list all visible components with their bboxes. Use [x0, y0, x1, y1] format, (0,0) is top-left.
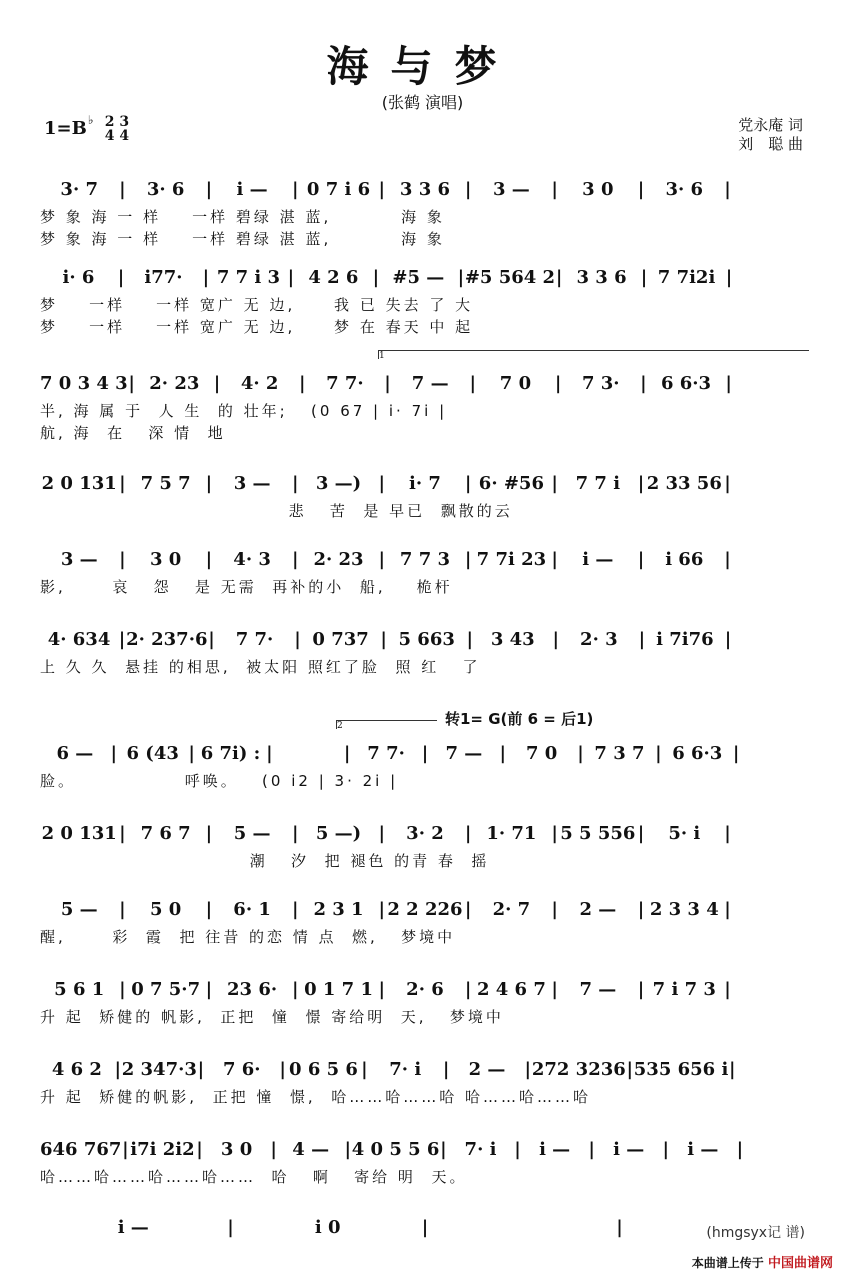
barline: |: [729, 1058, 736, 1080]
footer-text: 本曲谱上传于: [691, 1256, 764, 1270]
barline: |: [292, 898, 299, 920]
barline: |: [626, 1058, 634, 1080]
measure: i· 6: [62, 266, 95, 288]
measure: 7 6·: [222, 1058, 261, 1080]
barline: |: [551, 978, 558, 1000]
measure: 2 4 6 7: [476, 978, 546, 1000]
lyricist: 党永庵 词: [738, 116, 803, 134]
measure: 3 —: [493, 178, 530, 200]
notation-row: [40, 626, 810, 652]
key-signature: [44, 115, 129, 143]
barline: |: [196, 1138, 203, 1160]
measure: 2 —: [468, 1058, 506, 1080]
barline: |: [202, 266, 210, 288]
barline: |: [292, 472, 299, 494]
barline: |: [270, 1138, 277, 1160]
measure: 3 3 6: [576, 266, 627, 288]
barline: |: [469, 372, 477, 394]
measure: 0 1 7 1: [304, 978, 373, 1000]
singer-credit: (张鹤 演唱): [381, 93, 464, 112]
measure: 4 6 2: [51, 1058, 102, 1080]
measure: 3· 7: [60, 178, 99, 200]
barline: |: [119, 898, 126, 920]
barline: |: [724, 898, 731, 920]
barline: |: [122, 1138, 129, 1160]
measure: 3 43: [490, 628, 535, 650]
notation-row: [40, 546, 810, 572]
measure: 4 2 6: [308, 266, 359, 288]
barline: |: [637, 822, 645, 844]
barline: |: [119, 178, 126, 200]
measure: 7 —: [411, 372, 449, 394]
volta-2: 2: [336, 720, 437, 729]
barline: |: [421, 1216, 429, 1238]
measure: 4 0 5 5 6: [351, 1138, 440, 1160]
time-signature: [105, 115, 129, 143]
measure: 0 6 5 6: [289, 1058, 358, 1080]
measure: 3· 2: [406, 822, 444, 844]
measure: i 7i76: [656, 628, 714, 650]
measure: 5 663: [398, 628, 455, 650]
barline: |: [384, 372, 391, 394]
measure: 4 —: [292, 1138, 330, 1160]
barline: |: [466, 628, 474, 650]
barline: |: [119, 472, 126, 494]
measure: 2 347·3: [121, 1058, 197, 1080]
measure: i 66: [665, 548, 704, 570]
lyric-row-1: 半, 海 属 于 人 生 的 壮年; (0 67 | i· 7i |: [40, 402, 448, 420]
barline: |: [227, 1216, 234, 1238]
barline: |: [724, 628, 732, 650]
lyric-row-1: 升 起 矫健的 帆影, 正把 憧 憬 寄给明 天, 梦境中: [40, 1008, 504, 1026]
barline: |: [440, 1138, 447, 1160]
measure: 4· 634: [47, 628, 111, 650]
barline: |: [205, 472, 213, 494]
measure: 2 0 131: [41, 822, 117, 844]
measure: 2· 23: [313, 548, 364, 570]
barline: |: [292, 822, 299, 844]
notation-row: [40, 1056, 810, 1082]
barline: |: [378, 472, 386, 494]
barline: |: [616, 1216, 623, 1238]
barline: |: [640, 372, 647, 394]
barline: |: [197, 1058, 205, 1080]
barline: |: [188, 742, 195, 764]
barline: |: [380, 628, 387, 650]
lyric-row-1: 升 起 矫健的帆影, 正把 憧 憬, 哈……哈……哈 哈……哈……哈: [40, 1088, 591, 1106]
measure: i —: [582, 548, 614, 570]
barline: |: [464, 472, 472, 494]
flat-sign: ♭: [87, 113, 94, 127]
lyric-row-1: 梦 一样 一样 宽广 无 边, 我 已 失去 了 大: [40, 296, 474, 314]
measure: 3· 6: [665, 178, 704, 200]
barline: |: [119, 978, 126, 1000]
lyric-row-1: 影, 哀 怨 是 无需 再补的小 船, 桅杆: [40, 578, 453, 596]
barline: |: [724, 978, 731, 1000]
measure: i77·: [144, 266, 183, 288]
lyric-row-1: 上 久 久 悬挂 的相思, 被太阳 照红了脸 照 红 了: [40, 658, 481, 676]
measure: 5 5 556: [560, 822, 636, 844]
barline: |: [205, 548, 213, 570]
credits: [738, 116, 803, 154]
notation-row: [40, 1214, 810, 1240]
barline: |: [361, 1058, 368, 1080]
modulation-marking: 转1= G(前 6 = 后1): [445, 710, 594, 728]
barline: |: [292, 178, 299, 200]
site-brand: 中国曲谱网: [767, 1256, 833, 1271]
measure: 7 0: [499, 372, 532, 394]
measure: i —: [613, 1138, 645, 1160]
measure: 2· 23: [149, 372, 200, 394]
barline: |: [637, 472, 645, 494]
barline: |: [551, 472, 558, 494]
measure: 7 6 7: [140, 822, 191, 844]
barline: |: [662, 1138, 670, 1160]
measure: 535 656 i: [633, 1058, 729, 1080]
page-title: 海与梦: [326, 42, 519, 91]
measure: i —: [236, 178, 268, 200]
lyric-row-1: 梦 象 海 一 样 一样 碧绿 湛 蓝, 海 象: [40, 208, 445, 226]
measure: 7 i 7 3: [652, 978, 716, 1000]
barline: |: [637, 178, 645, 200]
measure: 2 3 3 4: [649, 898, 719, 920]
measure: 6 6·3: [672, 742, 723, 764]
measure: 7 5 7: [140, 472, 191, 494]
barline: |: [637, 978, 645, 1000]
barline: |: [378, 548, 386, 570]
site-footer: [692, 1252, 833, 1271]
notation-row: [40, 176, 810, 202]
barline: |: [736, 1138, 744, 1160]
measure: 272 3236: [531, 1058, 626, 1080]
barline: |: [555, 266, 563, 288]
barline: |: [637, 898, 645, 920]
measure: 6· #56: [478, 472, 544, 494]
measure: i 0: [314, 1216, 341, 1238]
barline: |: [637, 548, 645, 570]
barline: |: [724, 548, 731, 570]
measure: 7 7i 23: [476, 548, 547, 570]
time-bottom: 4 4: [104, 128, 130, 144]
barline: |: [266, 742, 273, 764]
barline: |: [514, 1138, 521, 1160]
notation-row: [40, 264, 810, 290]
lyric-row-1: 哈……哈……哈……哈…… 哈 啊 寄给 明 天。: [40, 1168, 468, 1186]
barline: |: [421, 742, 429, 764]
measure: 3 0: [582, 178, 614, 200]
barline: |: [294, 628, 301, 650]
lyric-row-1: 悲 苦 是 早已 飘散的云: [40, 502, 513, 520]
barline: |: [655, 742, 662, 764]
measure: 3 —: [60, 548, 98, 570]
barline: |: [640, 266, 648, 288]
measure: 7 0 3 4 3: [40, 372, 128, 394]
barline: |: [732, 742, 740, 764]
barline: |: [344, 1138, 352, 1160]
measure: 7 7 3: [399, 548, 451, 570]
barline: |: [442, 1058, 450, 1080]
barline: |: [205, 178, 213, 200]
barline: |: [464, 548, 472, 570]
barline: |: [292, 548, 299, 570]
measure: 7· i: [389, 1058, 422, 1080]
measure: 2· 237·6: [126, 628, 208, 650]
barline: |: [724, 472, 731, 494]
barline: |: [205, 978, 213, 1000]
measure: 5 —: [233, 822, 271, 844]
measure: 7· i: [464, 1138, 497, 1160]
barline: |: [119, 822, 126, 844]
barline: |: [117, 266, 125, 288]
composer: 刘 聪 曲: [738, 135, 803, 153]
measure: #5 —: [392, 266, 445, 288]
barline: |: [292, 978, 299, 1000]
measure: 2 33 56: [646, 472, 722, 494]
barline: |: [128, 372, 135, 394]
measure: 7 3·: [581, 372, 620, 394]
barline: |: [298, 372, 306, 394]
barline: |: [119, 548, 126, 570]
measure: 0 7 5·7: [131, 978, 201, 1000]
measure: 2 —: [579, 898, 617, 920]
measure: 5 6 1: [54, 978, 105, 1000]
barline: |: [638, 628, 646, 650]
measure: i7i 2i2: [130, 1138, 195, 1160]
measure: 5 0: [149, 898, 182, 920]
barline: |: [378, 978, 386, 1000]
measure: 2 3 1: [313, 898, 364, 920]
barline: |: [551, 822, 558, 844]
measure: 7 —: [579, 978, 617, 1000]
measure: i —: [687, 1138, 719, 1160]
measure: 2· 6: [406, 978, 444, 1000]
barline: |: [208, 628, 215, 650]
barline: |: [205, 898, 213, 920]
lyric-row-1: 潮 汐 把 褪色 的青 春 摇: [40, 852, 490, 870]
barline: |: [725, 372, 732, 394]
measure: 3 —: [233, 472, 271, 494]
measure: 6 6·3: [660, 372, 712, 394]
measure: 3 —): [315, 472, 362, 494]
measure: 6· 1: [233, 898, 271, 920]
measure: 7 7i2i: [657, 266, 716, 288]
notation-row: [40, 820, 810, 846]
measure: 7 7·: [367, 742, 405, 764]
barline: |: [114, 1058, 122, 1080]
measure: 7 7·: [326, 372, 364, 394]
transcriber-credit: (hmgsyx记 谱): [706, 1225, 805, 1241]
measure: 7 7 i 3: [216, 266, 281, 288]
barline: |: [524, 1058, 532, 1080]
notation-row: [40, 740, 810, 766]
measure: 3 0: [149, 548, 182, 570]
measure: #5 564 2: [464, 266, 556, 288]
lyric-row-2: 梦 象 海 一 样 一样 碧绿 湛 蓝, 海 象: [40, 230, 445, 248]
barline: |: [378, 178, 386, 200]
measure: i —: [117, 1216, 149, 1238]
measure: 2 0 131: [41, 472, 117, 494]
barline: |: [213, 372, 221, 394]
measure: 7 3 7: [594, 742, 645, 764]
barline: |: [551, 548, 558, 570]
lyric-row-2: 梦 一样 一样 宽广 无 边, 梦 在 春天 中 起: [40, 318, 474, 336]
measure: 6 —: [56, 742, 94, 764]
barline: |: [457, 266, 465, 288]
key-label: 1=B: [44, 118, 87, 139]
barline: |: [464, 822, 472, 844]
measure: i —: [539, 1138, 571, 1160]
barline: |: [577, 742, 584, 764]
barline: |: [343, 742, 351, 764]
measure: 1· 71: [486, 822, 537, 844]
measure: 3· 6: [146, 178, 185, 200]
barline: |: [118, 628, 126, 650]
measure: 7 0: [526, 742, 558, 764]
notation-row: [40, 470, 810, 496]
notation-row: [40, 370, 810, 396]
measure: 3 3 6: [399, 178, 451, 200]
measure: 5 —: [60, 898, 98, 920]
measure: 0 7 i 6: [306, 178, 371, 200]
time-top: 2 3: [104, 114, 130, 130]
measure: 7 7 i: [575, 472, 621, 494]
measure: 6 (43: [126, 742, 179, 764]
measure: 5 —): [315, 822, 362, 844]
lyric-row-2: 航, 海 在 深 情 地: [40, 424, 226, 442]
barline: |: [372, 266, 380, 288]
barline: |: [287, 266, 295, 288]
measure: 5· i: [668, 822, 701, 844]
barline: |: [464, 978, 472, 1000]
barline: |: [464, 178, 472, 200]
barline: |: [205, 822, 213, 844]
measure: i· 7: [409, 472, 441, 494]
barline: |: [378, 898, 386, 920]
measure: 0 737: [312, 628, 369, 650]
barline: |: [588, 1138, 595, 1160]
barline: |: [378, 822, 386, 844]
measure: 4· 2: [240, 372, 279, 394]
barline: |: [110, 742, 118, 764]
barline: |: [551, 898, 558, 920]
barline: |: [551, 178, 558, 200]
notation-row: [40, 896, 810, 922]
measure: 2 2 226: [387, 898, 463, 920]
measure: 23 6·: [227, 978, 278, 1000]
barline: |: [464, 898, 472, 920]
measure: 646 767: [40, 1138, 122, 1160]
barline: |: [279, 1058, 286, 1080]
barline: |: [724, 178, 731, 200]
measure: 7 7·: [235, 628, 274, 650]
measure: 2· 3: [580, 628, 618, 650]
barline: |: [724, 822, 731, 844]
barline: |: [552, 628, 560, 650]
measure: 3 0: [220, 1138, 253, 1160]
volta-1: 1: [378, 350, 809, 359]
barline: |: [499, 742, 507, 764]
barline: |: [554, 372, 562, 394]
notation-row: [40, 1136, 810, 1162]
barline: |: [725, 266, 733, 288]
measure: 4· 3: [233, 548, 271, 570]
lyric-row-1: 脸。 呼唤。 (0 i2 | 3· 2i |: [40, 772, 399, 790]
notation-row: [40, 976, 810, 1002]
measure: 2· 7: [492, 898, 531, 920]
measure: 7 —: [445, 742, 483, 764]
lyric-row-1: 醒, 彩 霞 把 往昔 的恋 情 点 燃, 梦境中: [40, 928, 456, 946]
measure: 6 7i) :: [200, 742, 261, 764]
